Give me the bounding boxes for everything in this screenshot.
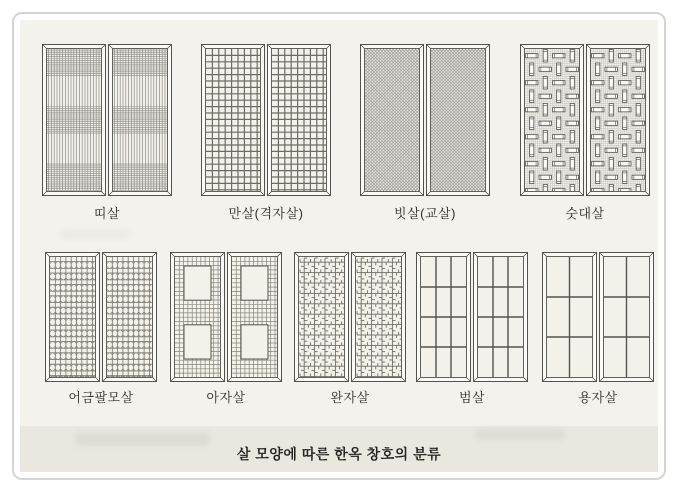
window-label-ttisal: 띠살	[93, 206, 121, 221]
window-illustration-eogeumpalmosal	[45, 252, 157, 382]
window-figure-bitsal	[360, 44, 490, 196]
window-illustration-bitsal	[360, 44, 490, 196]
window-label-ajasal: 아자살	[206, 390, 246, 405]
window-label-mansal: 만살(격자살)	[228, 206, 304, 221]
illustration-content-area	[20, 20, 658, 472]
bleed-through-smudge	[60, 230, 130, 239]
window-figure-sutdaesal	[520, 44, 650, 196]
window-illustration-sutdaesal	[520, 44, 650, 196]
illustration-card	[12, 12, 666, 480]
window-figure-beomsal	[416, 252, 528, 382]
window-illustration-beomsal	[416, 252, 528, 382]
window-label-yongjasal: 용자살	[578, 390, 618, 405]
window-illustration-yongjasal	[542, 252, 654, 382]
window-figure-ajasal	[170, 252, 282, 382]
window-label-eogeumpalmosal: 어금팔모살	[68, 390, 134, 405]
figure-caption: 살 모양에 따른 한옥 창호의 분류	[236, 446, 442, 462]
window-illustration-ttisal	[42, 44, 172, 196]
window-illustration-ajasal	[170, 252, 282, 382]
window-label-beomsal: 범살	[458, 390, 486, 405]
window-figure-ttisal	[42, 44, 172, 196]
window-figure-mansal	[201, 44, 331, 196]
window-figure-eogeumpalmosal	[45, 252, 157, 382]
window-illustration-wanjasal	[294, 252, 406, 382]
window-label-bitsal: 빗살(교살)	[394, 206, 456, 221]
window-figure-wanjasal	[294, 252, 406, 382]
window-illustration-mansal	[201, 44, 331, 196]
window-label-wanjasal: 완자살	[330, 390, 370, 405]
window-label-sutdaesal: 숫대살	[565, 206, 605, 221]
window-figure-yongjasal	[542, 252, 654, 382]
